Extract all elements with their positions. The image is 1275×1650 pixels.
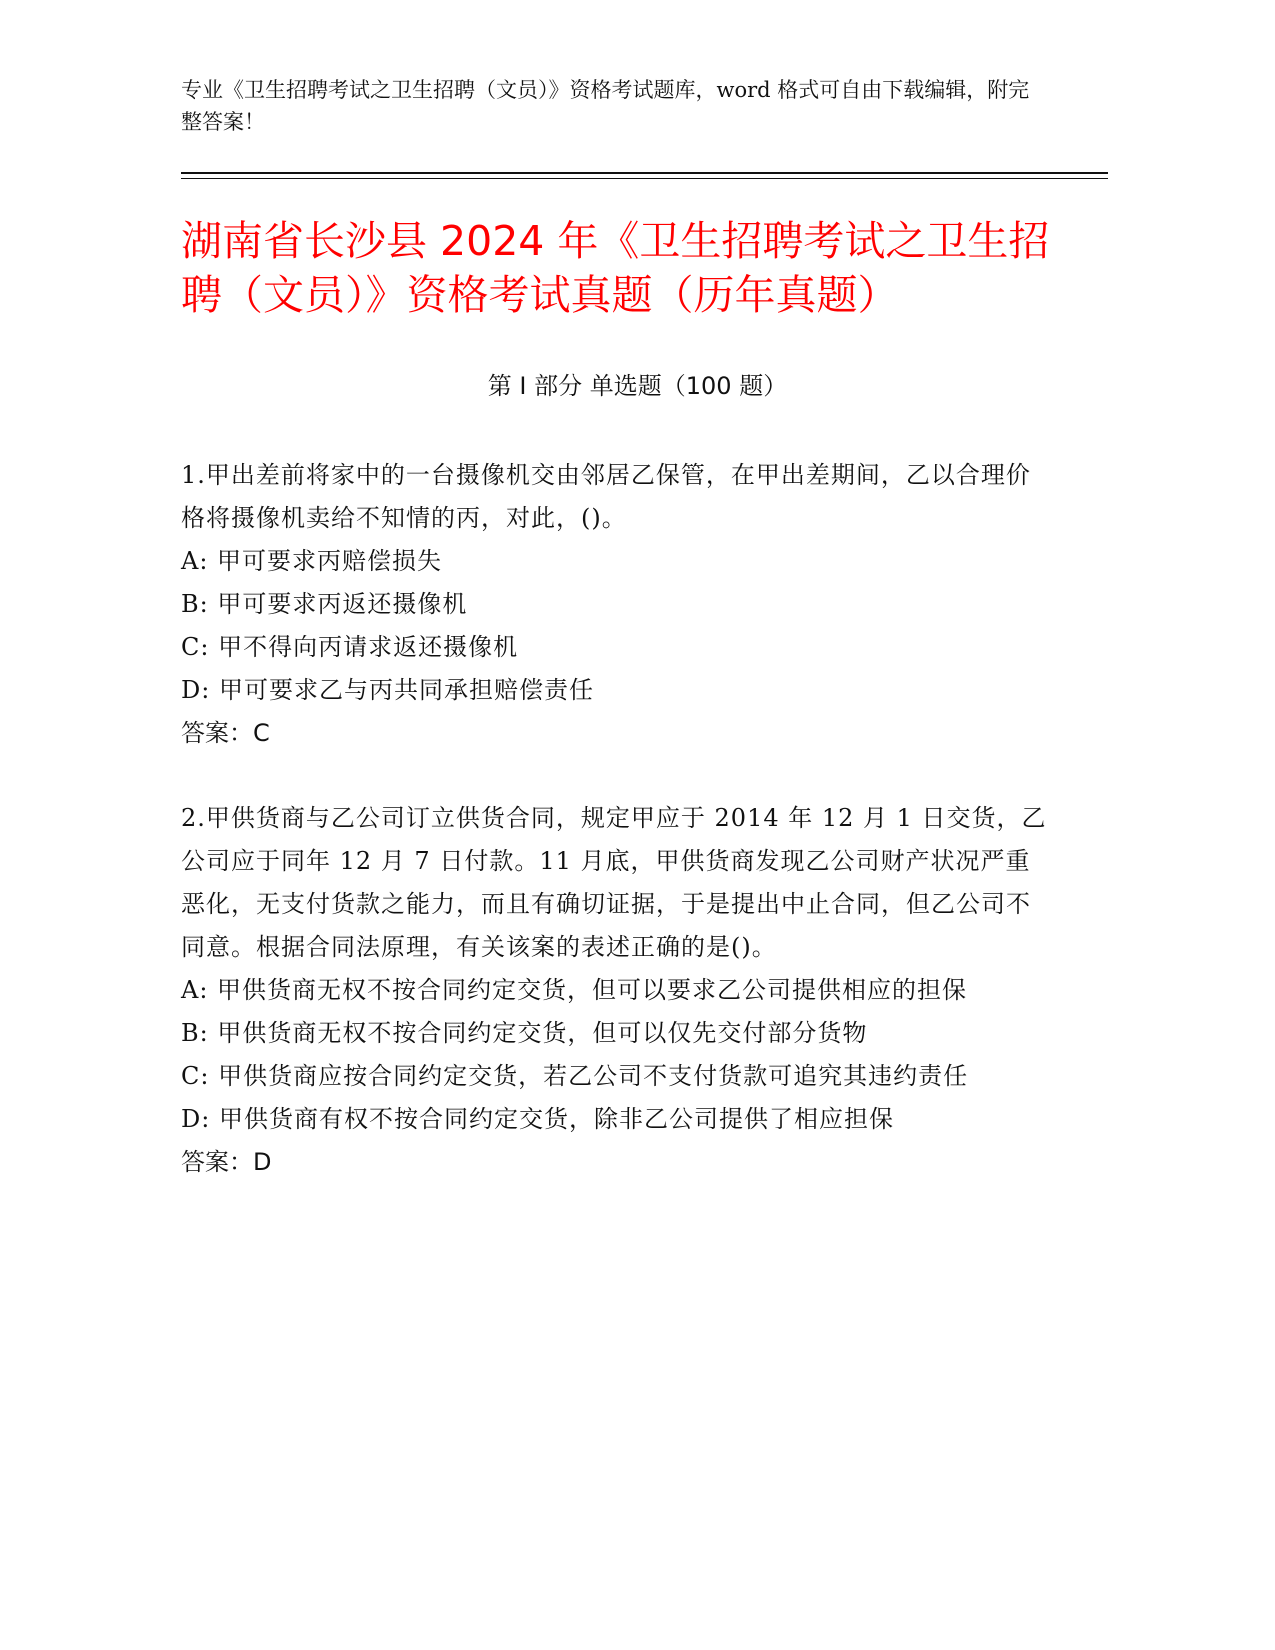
option-c: C: 甲不得向丙请求返还摄像机 [181, 633, 519, 661]
option-d: D: 甲可要求乙与丙共同承担赔偿责任 [181, 676, 594, 704]
option-a: A: 甲供货商无权不按合同约定交货，但可以要求乙公司提供相应的担保 [181, 976, 968, 1004]
option-a: A: 甲可要求丙赔偿损失 [181, 547, 443, 575]
question-2 [181, 797, 1051, 1184]
question-1 [181, 454, 1051, 755]
question-stem: 2.甲供货商与乙公司订立供货合同，规定甲应于 2014 年 12 月 1 日交货，乙公司应于同年 12 月 7 日付款。11 月底，甲供货商发现乙公司财产状况严重恶化，无支付货款之能力，而且有确切证据，于是提出中止合同，但乙公司不同意。根据合同法原理，有关该案的表述正确的是()。 [181, 804, 1047, 961]
header-note: 专业《卫生招聘考试之卫生招聘（文员）》资格考试题库，word 格式可自由下载编辑，附完整答案！ [181, 78, 1030, 134]
section-title: 第 I 部分 单选题（100 题） [487, 372, 788, 400]
question-stem: 1.甲出差前将家中的一台摄像机交由邻居乙保管，在甲出差期间，乙以合理价格将摄像机卖给不知情的丙，对此，()。 [181, 461, 1031, 532]
document-title: 湖南省长沙县 2024 年《卫生招聘考试之卫生招聘（文员）》资格考试真题（历年真题） [181, 217, 1050, 319]
question-list [181, 454, 1051, 1226]
header-divider-thick [181, 172, 1108, 174]
header-divider-thin [181, 178, 1108, 179]
option-b: B: 甲供货商无权不按合同约定交货，但可以仅先交付部分货物 [181, 1019, 868, 1047]
option-c: C: 甲供货商应按合同约定交货，若乙公司不支付货款可追究其违约责任 [181, 1062, 969, 1090]
option-d: D: 甲供货商有权不按合同约定交货，除非乙公司提供了相应担保 [181, 1105, 894, 1133]
option-b: B: 甲可要求丙返还摄像机 [181, 590, 468, 618]
answer-label: 答案：D [181, 1148, 272, 1176]
answer-label: 答案：C [181, 719, 270, 747]
